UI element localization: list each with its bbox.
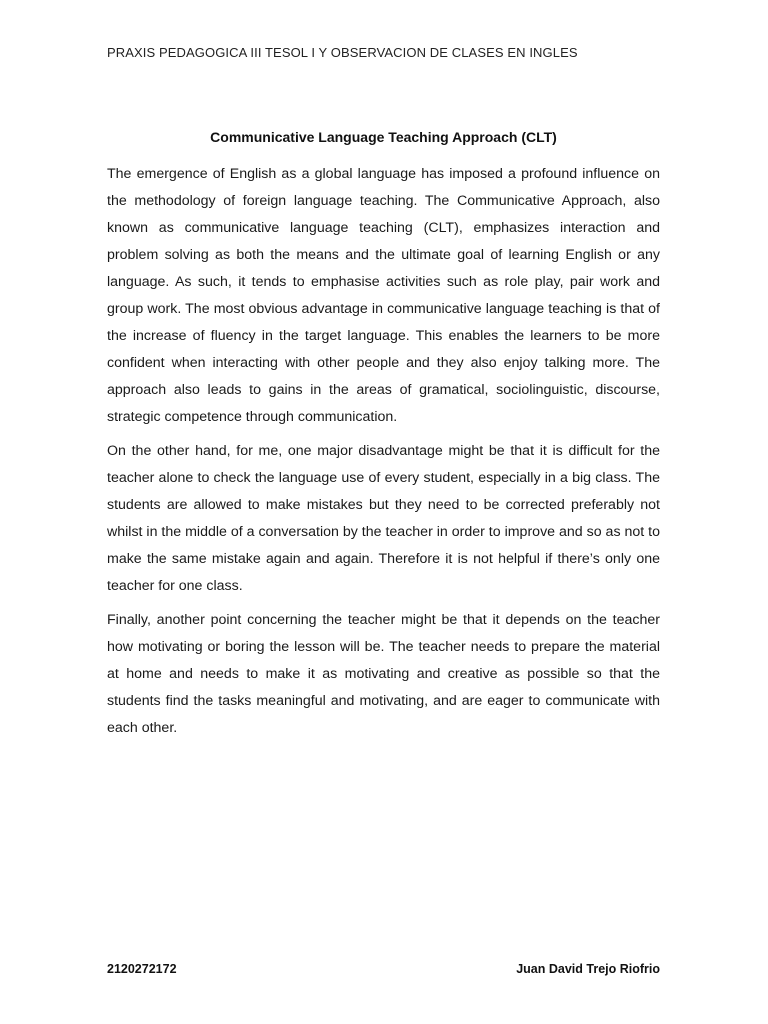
footer-student-id: 2120272172 (107, 962, 177, 976)
footer-author: Juan David Trejo Riofrio (516, 962, 660, 976)
running-header: PRAXIS PEDAGOGICA III TESOL I Y OBSERVACION DE CLASES EN INGLES (107, 45, 578, 60)
paragraph-disadvantage: On the other hand, for me, one major disadvantage might be that it is difficult for the teacher alone to check the language use of every student, especially in a big class. The students are allowed to make mistakes but they need to be corrected preferably not whilst in the middle of a conversation by the teacher in order to improve and so as not to make the same mistake again and again. Therefore it is not helpful if there’s only one teacher for one class. (107, 443, 660, 594)
paragraph-introduction: The emergence of English as a global language has imposed a profound influence on the methodology of foreign language teaching. The Communicative Approach, also known as communicative language teaching (CLT), emphasizes interaction and problem solving as both the means and the ultimate goal of learning English or any language. As such, it tends to emphasise activities such as role play, pair work and group work. The most obvious advantage in communicative language teaching is that of the increase of fluency in the target language. This enables the learners to be more confident when interacting with other people and they also enjoy talking more. The approach also leads to gains in the areas of gramatical, sociolinguistic, discourse, strategic competence through communication. (107, 166, 660, 425)
paragraph-conclusion: Finally, another point concerning the teacher might be that it depends on the teacher how motivating or boring the lesson will be. The teacher needs to prepare the material at home and needs to make it as motivating and creative as possible so that the students find the tasks meaningful and motivating, and are eager to communicate with each other. (107, 612, 660, 736)
document-title: Communicative Language Teaching Approach (CLT) (210, 129, 557, 145)
document-body (107, 161, 660, 749)
